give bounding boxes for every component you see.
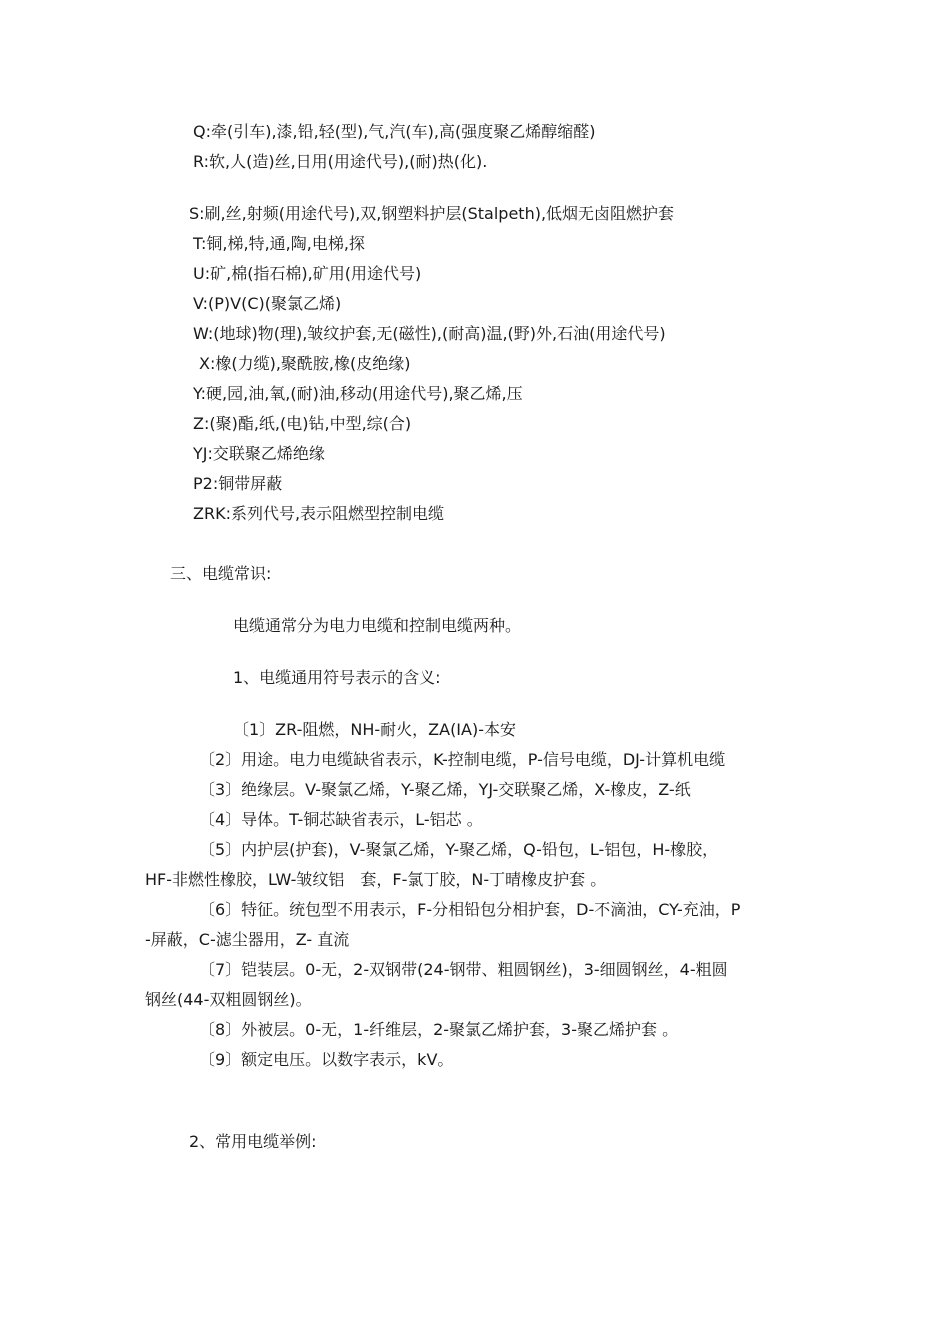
code-line-v: V:(P)V(C)(聚氯乙烯)	[193, 294, 342, 313]
section-heading: 三、电缆常识:	[170, 564, 272, 583]
code-line-zrk: ZRK:系列代号,表示阻燃型控制电缆	[193, 504, 445, 523]
meaning-item-5-cont: HF-非燃性橡胶，LW-皱纹铝 套，F-氯丁胶，N-丁晴橡皮护套 。	[145, 870, 607, 889]
code-line-yj: YJ:交联聚乙烯绝缘	[193, 444, 325, 463]
code-line-z: Z:(聚)酯,纸,(电)钻,中型,综(合)	[193, 414, 412, 433]
code-line-w: W:(地球)物(理),皱纹护套,无(磁性),(耐高)温,(野)外,石油(用途代号)	[193, 324, 666, 343]
meaning-item-1: 〔1〕ZR-阻燃，NH-耐火，ZA(IA)-本安	[233, 720, 516, 739]
meaning-item-9: 〔9〕额定电压。以数字表示，kV。	[199, 1050, 454, 1069]
meaning-item-6-cont: -屏蔽，C-滤尘器用，Z- 直流	[145, 930, 350, 949]
subsection-heading-1: 1、电缆通用符号表示的含义:	[233, 668, 441, 687]
code-line-s: S:刷,丝,射频(用途代号),双,钢塑料护层(Stalpeth),低烟无卤阻燃护套	[189, 204, 675, 223]
code-line-u: U:矿,棉(指石棉),矿用(用途代号)	[193, 264, 422, 283]
code-line-t: T:铜,梯,特,通,陶,电梯,探	[193, 234, 365, 253]
meaning-item-8: 〔8〕外被层。0-无，1-纤维层，2-聚氯乙烯护套，3-聚乙烯护套 。	[199, 1020, 679, 1039]
meaning-item-4: 〔4〕导体。T-铜芯缺省表示，L-铝芯 。	[199, 810, 483, 829]
code-line-x: X:橡(力缆),聚酰胺,橡(皮绝缘)	[199, 354, 411, 373]
subsection-heading-2: 2、常用电缆举例:	[189, 1132, 317, 1151]
meaning-item-7: 〔7〕铠装层。0-无，2-双钢带(24-钢带、粗圆钢丝)，3-细圆钢丝，4-粗圆	[199, 960, 728, 979]
code-line-r: R:软,人(造)丝,日用(用途代号),(耐)热(化).	[193, 152, 488, 171]
code-line-p2: P2:铜带屏蔽	[193, 474, 283, 493]
intro-paragraph: 电缆通常分为电力电缆和控制电缆两种。	[233, 616, 522, 635]
meaning-item-6: 〔6〕特征。统包型不用表示，F-分相铅包分相护套，D-不滴油，CY-充油，P	[199, 900, 741, 919]
meaning-item-2: 〔2〕用途。电力电缆缺省表示，K-控制电缆，P-信号电缆，DJ-计算机电缆	[199, 750, 726, 769]
meaning-item-3: 〔3〕绝缘层。V-聚氯乙烯，Y-聚乙烯，YJ-交联聚乙烯，X-橡皮，Z-纸	[199, 780, 691, 799]
code-line-y: Y:硬,园,油,氧,(耐)油,移动(用途代号),聚乙烯,压	[193, 384, 523, 403]
meaning-item-5: 〔5〕内护层(护套)，V-聚氯乙烯，Y-聚乙烯，Q-铅包，L-铝包，H-橡胶，	[199, 840, 719, 859]
code-line-q: Q:牵(引车),漆,铅,轻(型),气,汽(车),高(强度聚乙烯醇缩醛)	[193, 122, 596, 141]
meaning-item-7-cont: 钢丝(44-双粗圆钢丝)。	[145, 990, 312, 1009]
